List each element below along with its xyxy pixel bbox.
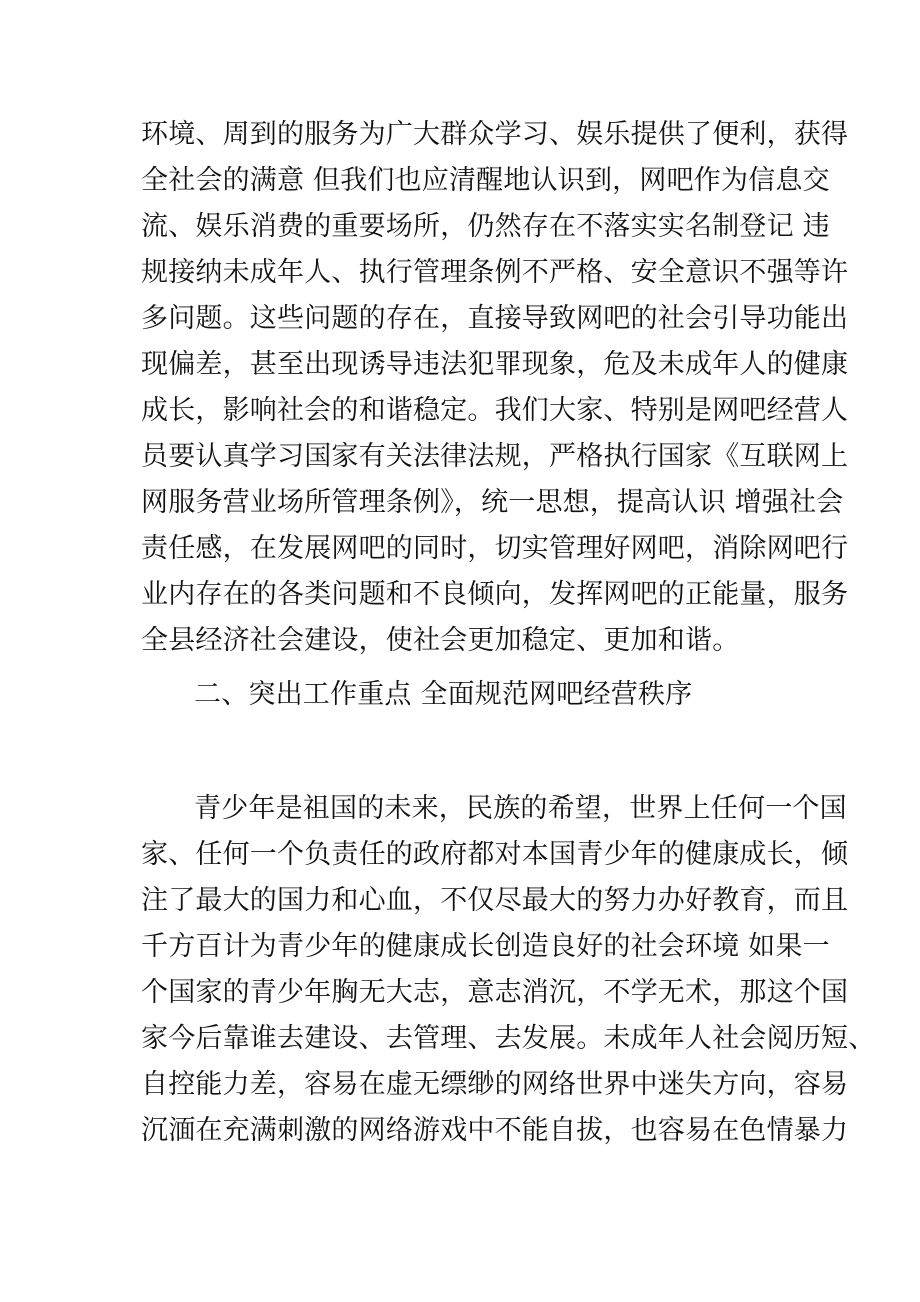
paragraph-2-line-8: 沉湎在充满刺激的网络游戏中不能自拔，也容易在色情暴力	[141, 1115, 849, 1146]
paragraph-2-line-5: 个国家的青少年胸无大志，意志消沉，不学无术，那这个国	[141, 977, 849, 1008]
paragraph-1-line-11: 业内存在的各类问题和不良倾向，发挥网吧的正能量，服务	[141, 579, 849, 610]
paragraph-1-line-2: 全社会的满意 但我们也应清醒地认识到，网吧作为信息交	[141, 165, 830, 196]
paragraph-2-line-1: 青少年是祖国的未来，民族的希望，世界上任何一个国	[194, 793, 847, 824]
paragraph-1-line-1: 环境、周到的服务为广大群众学习、娱乐提供了便利，获得	[141, 119, 849, 150]
paragraph-2-line-2: 家、任何一个负责任的政府都对本国青少年的健康成长，倾	[141, 839, 849, 870]
paragraph-1-line-10: 责任感，在发展网吧的同时，切实管理好网吧，消除网吧行	[141, 533, 849, 564]
paragraph-1-line-4: 规接纳未成年人、执行管理条例不严格、安全意识不强等许	[141, 257, 849, 288]
paragraph-2-line-3: 注了最大的国力和心血，不仅尽最大的努力办好教育，而且	[141, 885, 849, 916]
paragraph-1-line-9: 网服务营业场所管理条例》，统一思想，提高认识 增强社会	[141, 487, 844, 518]
paragraph-1-line-6: 现偏差，甚至出现诱导违法犯罪现象，危及未成年人的健康	[141, 349, 849, 380]
paragraph-1-line-3: 流、娱乐消费的重要场所，仍然存在不落实实名制登记 违	[141, 211, 830, 242]
paragraph-1-line-8: 员要认真学习国家有关法律法规，严格执行国家《互联网上	[141, 441, 849, 472]
paragraph-1-line-12: 全县经济社会建设，使社会更加稳定、更加和谐。	[141, 625, 740, 656]
paragraph-2-line-6: 家今后靠谁去建设、去管理、去发展。未成年人社会阅历短、	[141, 1023, 876, 1054]
paragraph-2-line-4: 千方百计为青少年的健康成长创造良好的社会环境 如果一	[141, 931, 830, 962]
paragraph-1-line-5: 多问题。这些问题的存在，直接导致网吧的社会引导功能出	[141, 303, 849, 334]
paragraph-2-line-7: 自控能力差，容易在虚无缥缈的网络世界中迷失方向，容易	[141, 1069, 849, 1100]
section-heading: 二、突出工作重点 全面规范网吧经营秩序	[194, 679, 693, 710]
paragraph-1-line-7: 成长，影响社会的和谐稳定。我们大家、特别是网吧经营人	[141, 395, 849, 426]
